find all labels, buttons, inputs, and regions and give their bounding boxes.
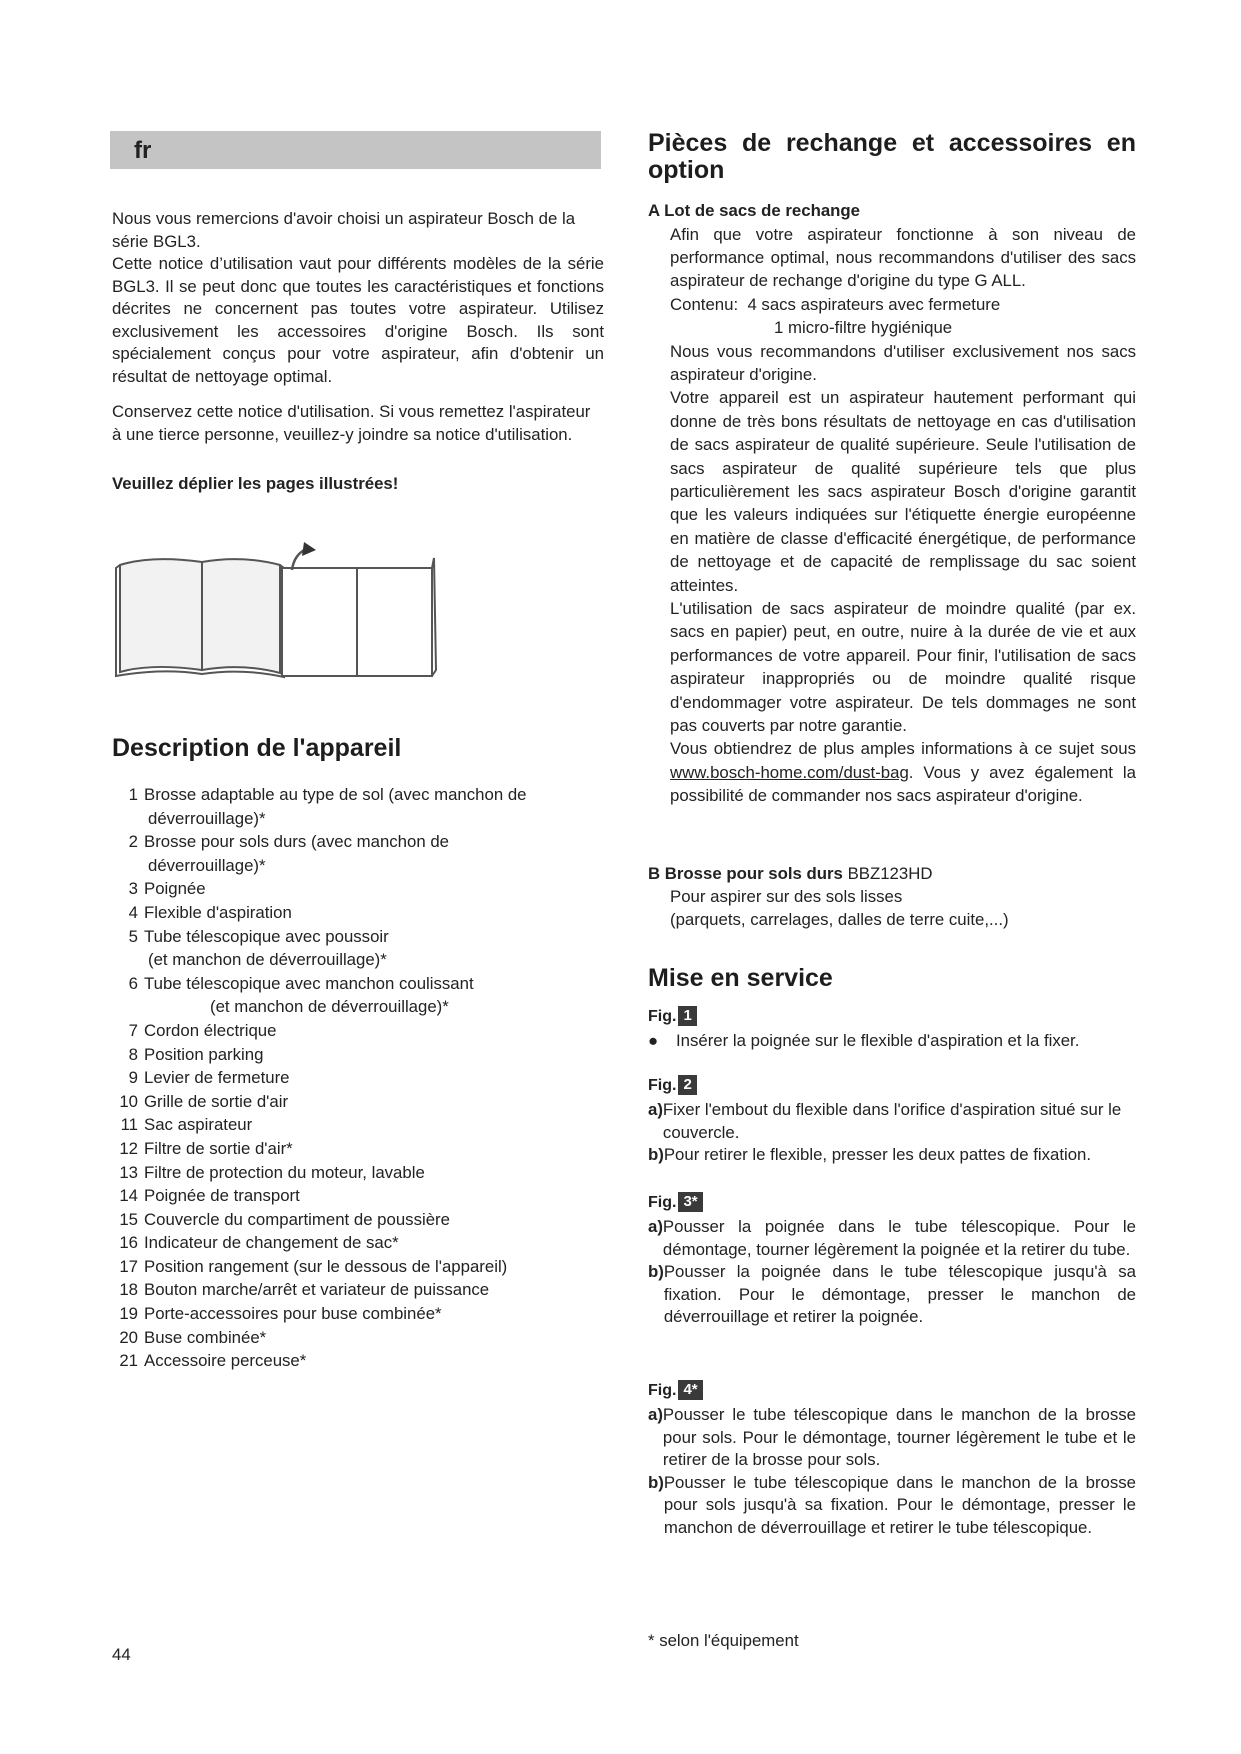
- unfold-instruction: Veuillez déplier les pages illustrées!: [112, 474, 399, 493]
- list-item: 15 Couvercle du compartiment de poussière: [119, 1209, 450, 1229]
- list-item: 10 Grille de sortie d'air: [119, 1091, 289, 1111]
- fig3-label: Fig. 3*: [648, 1192, 1136, 1212]
- list-item: 21 Accessoire perceuse*: [119, 1351, 307, 1371]
- fold-out-pages-illustration: [112, 540, 452, 690]
- bullet-icon: ●: [648, 1031, 659, 1050]
- intro-validity: Cette notice d’utilisation vaut pour différents modèles de la série BGL3. Il se peut donc que toutes les caractéristiques et fonctions décrites ne concernent pas toutes votre aspirateur. Utilisez exclusivement les accessoires d'origine Bosch. Ils sont spécialement conçus pour votre aspirateur, afin d'obtenir un résultat de nettoyage optimal.: [112, 254, 604, 386]
- fig1-section: [648, 1006, 1136, 1053]
- fig3-badge: 3*: [678, 1192, 702, 1212]
- hard-floor-brush-heading: B Brosse pour sols durs BBZ123HD: [648, 864, 933, 883]
- fig1-bullet: ● Insérer la poignée sur le flexible d'aspiration et la fixer.: [648, 1030, 1136, 1053]
- equipment-footnote: * selon l'équipement: [648, 1631, 799, 1650]
- dust-bag-link[interactable]: www.bosch-home.com/dust-bag: [670, 762, 909, 782]
- list-item: 8 Position parking: [128, 1044, 264, 1064]
- intro-keep-manual: Conservez cette notice d'utilisation. Si vous remettez l'aspirateur à une tierce personne, veuillez-y joindre sa notice d'utilisation.: [112, 402, 591, 444]
- fold-arrow-icon: [302, 542, 316, 556]
- fig3-step-a: a) Pousser la poignée dans le tube télescopique. Pour le démontage, tourner légèrement la poignée et la retirer du tube.: [648, 1217, 1136, 1259]
- intro-section: [112, 208, 604, 496]
- spare-parts-title: Pièces de rechange et accessoires en option: [648, 129, 1136, 184]
- fig2-step-a: a) Fixer l'embout du flexible dans l'orifice d'aspiration situé sur le couvercle.: [648, 1100, 1122, 1142]
- description-list: [110, 783, 610, 1373]
- list-item: 6 Tube télescopique avec manchon coulissant: [128, 973, 474, 993]
- hard-floor-brush-floors: (parquets, carrelages, dalles de terre cuite,...): [670, 910, 1009, 929]
- fig4-badge: 4*: [678, 1380, 702, 1400]
- list-item-continuation: déverrouillage)*: [148, 855, 266, 875]
- spare-bags-contents-2: 1 micro-filtre hygiénique: [774, 318, 953, 338]
- page-number: 44: [112, 1645, 131, 1664]
- fig3-section: [648, 1192, 1136, 1329]
- list-item: 1 Brosse adaptable au type de sol (avec manchon de: [128, 785, 527, 804]
- list-item: 14 Poignée de transport: [119, 1186, 300, 1206]
- language-code: fr: [134, 137, 152, 164]
- hard-floor-brush-text: Pour aspirer sur des sols lisses: [670, 887, 903, 906]
- spare-bags-warning: L'utilisation de sacs aspirateur de moindre qualité (par ex. sacs en papier) peut, en outre, nuire à la durée de vie et aux performances de votre appareil. Pour finir, l'utilisation de sacs aspirateur inappropriés ou de moindre qualité risque d'endommager votre aspirateur. De tels dommages ne sont pas couverts par notre garantie.: [670, 599, 1136, 736]
- list-item: 12 Filtre de sortie d'air*: [119, 1138, 293, 1158]
- fig1-label: Fig. 1: [648, 1006, 1136, 1026]
- list-item: 4 Flexible d'aspiration: [128, 902, 292, 922]
- list-item-continuation: (et manchon de déverrouillage)*: [210, 997, 449, 1017]
- fig2-badge: 2: [678, 1075, 696, 1095]
- list-item: 7 Cordon électrique: [128, 1020, 277, 1040]
- list-item: 18 Bouton marche/arrêt et variateur de puissance: [119, 1280, 490, 1300]
- list-item: 2 Brosse pour sols durs (avec manchon de: [128, 832, 450, 852]
- list-item: 13 Filtre de protection du moteur, lavable: [119, 1162, 425, 1182]
- list-item: 5 Tube télescopique avec poussoir: [128, 926, 389, 946]
- fig2-section: [648, 1075, 1136, 1167]
- list-item: 3 Poignée: [128, 879, 206, 899]
- spare-bags-recommend: Nous vous recommandons d'utiliser exclusivement nos sacs aspirateur d'origine.: [670, 341, 1136, 384]
- setup-title: Mise en service: [648, 964, 833, 992]
- fig2-label: Fig. 2: [648, 1075, 1136, 1095]
- list-item: 20 Buse combinée*: [119, 1327, 267, 1347]
- fig4-step-a: a) Pousser le tube télescopique dans le manchon de la brosse pour sols. Pour le démontage, tourner légèrement le tube et le retirer de la brosse pour sols.: [648, 1405, 1136, 1469]
- spare-bags-heading: A Lot de sacs de rechange: [648, 201, 861, 220]
- list-item: 17 Position rangement (sur le dessous de l'appareil): [119, 1256, 508, 1276]
- list-item-continuation: déverrouillage)*: [148, 808, 266, 828]
- fig4-label: Fig. 4*: [648, 1380, 1136, 1400]
- list-item: 11 Sac aspirateur: [120, 1115, 253, 1135]
- list-item: 9 Levier de fermeture: [128, 1068, 290, 1088]
- spare-bags-contents: Contenu: 4 sacs aspirateurs avec fermeture: [670, 294, 1001, 314]
- list-item-continuation: (et manchon de déverrouillage)*: [148, 950, 387, 970]
- intro-thanks: Nous vous remercions d'avoir choisi un aspirateur Bosch de la série BGL3.: [112, 209, 576, 251]
- list-item: 19 Porte-accessoires pour buse combinée*: [119, 1304, 442, 1324]
- hard-floor-brush-section: [648, 862, 1136, 931]
- fig1-badge: 1: [678, 1006, 696, 1026]
- fig4-section: [648, 1380, 1136, 1539]
- spare-bags-section: [648, 200, 1136, 808]
- spare-bags-intro: Afin que votre aspirateur fonctionne à son niveau de performance optimal, nous recommandons d'utiliser des sacs aspirateur de rechange d'origine du type G ALL.: [670, 224, 1136, 291]
- spare-bags-performance: Votre appareil est un aspirateur hautement performant qui donne de très bons résultats de nettoyage en cas d'utilisation de sacs aspirateur de qualité supérieure. Seule l'utilisation de sacs aspirateur de qualité supérieure tels que plus particulièrement les sacs aspirateur Bosch d'origine garantit que les valeurs indiquées sur l'étiquette énergie européenne en matière de classe d'efficacité énergétique, de performance de nettoyage et de capacité de remplissage du sac soient atteintes.: [670, 388, 1136, 595]
- language-header-bar: [110, 131, 601, 169]
- fig4-step-b: b) Pousser le tube télescopique dans le manchon de la brosse pour sols jusqu'à sa fixation. Pour le démontage, presser le manchon de déverrouillage et retirer le tube télescopique.: [648, 1472, 1136, 1537]
- description-title: Description de l'appareil: [112, 734, 402, 762]
- list-item: 16 Indicateur de changement de sac*: [119, 1233, 399, 1253]
- fig3-step-b: b) Pousser la poignée dans le tube télescopique jusqu'à sa fixation. Pour le démontage, presser le manchon de déverrouillage et retirer la poignée.: [648, 1262, 1136, 1326]
- fig2-step-b: b) Pour retirer le flexible, presser les deux pattes de fixation.: [648, 1145, 1092, 1164]
- spare-bags-more-info: Vous obtiendrez de plus amples informations à ce sujet sous www.bosch-home.com/dust-bag. Vous y avez également la possibilité de commander nos sacs aspirateur d'origine.: [670, 739, 1136, 806]
